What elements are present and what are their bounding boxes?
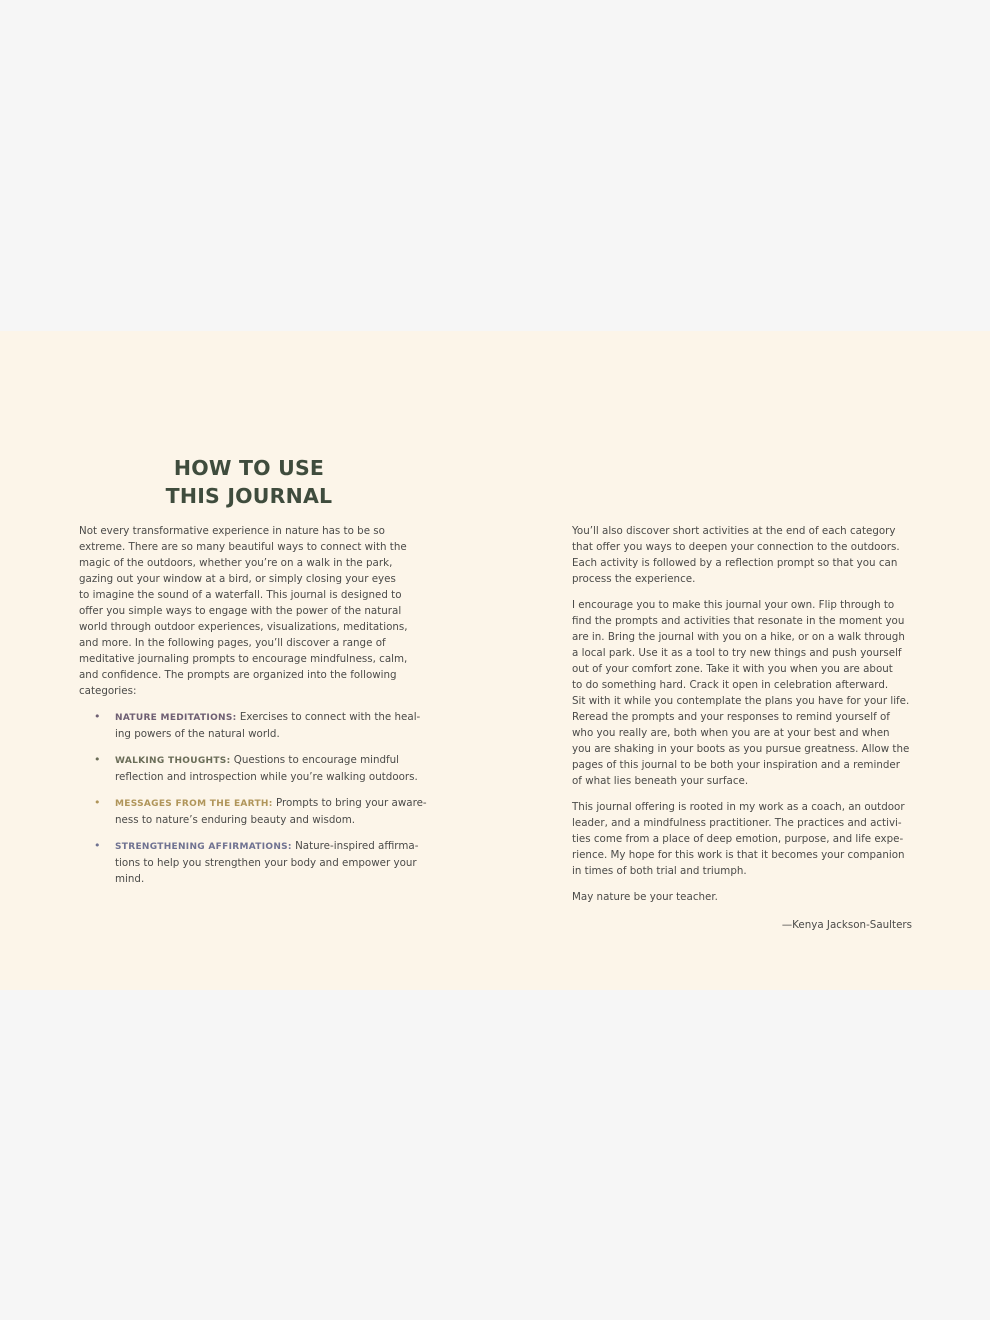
text-line: This journal offering is rooted in my work as a coach, an outdoor xyxy=(572,801,905,813)
list-item-line: tions to help you strengthen your body and empower your xyxy=(115,857,417,869)
text-line: rience. My hope for this work is that it becomes your companion xyxy=(572,849,905,861)
list-item-line: reflection and introspection while you’re walking outdoors. xyxy=(115,771,418,783)
category-text: Exercises to connect with the heal- xyxy=(236,711,421,723)
text-line: Reread the prompts and your responses to remind yourself of xyxy=(572,711,890,723)
text-line: world through outdoor experiences, visualizations, meditations, xyxy=(79,621,408,633)
list-item-strengthening-affirmations xyxy=(79,838,424,887)
text-line: May nature be your teacher. xyxy=(572,891,718,903)
right-column xyxy=(572,523,912,933)
list-item-line: ing powers of the natural world. xyxy=(115,728,280,740)
text-line: categories: xyxy=(79,685,137,697)
bullet-icon: • xyxy=(94,710,101,723)
paragraph-activities xyxy=(572,523,912,587)
text-line: you are shaking in your boots as you pursue greatness. Allow the xyxy=(572,743,910,755)
bullet-icon: • xyxy=(94,753,101,766)
text-line: a local park. Use it as a tool to try new things and push yourself xyxy=(572,647,902,659)
category-text: Nature-inspired affirma- xyxy=(291,840,419,852)
text-line: You’ll also discover short activities at the end of each category xyxy=(572,525,896,537)
category-text: Questions to encourage mindful xyxy=(230,754,400,766)
list-item-line: mind. xyxy=(115,873,145,885)
page-title xyxy=(140,454,358,510)
list-item-walking-thoughts xyxy=(79,752,424,785)
list-item-line xyxy=(115,795,427,812)
text-line: to do something hard. Crack it open in celebration afterward. xyxy=(572,679,889,691)
journal-spread xyxy=(0,331,990,990)
text-line: offer you simple ways to engage with the power of the natural xyxy=(79,605,402,617)
category-list xyxy=(79,709,427,887)
category-term: NATURE MEDITATIONS: xyxy=(115,713,237,723)
text-line: Each activity is followed by a reflection prompt so that you can xyxy=(572,557,898,569)
bullet-icon: • xyxy=(94,796,101,809)
bullet-icon: • xyxy=(94,839,101,852)
paragraph-offering xyxy=(572,799,912,879)
text-line: who you really are, both when you are at your best and when xyxy=(572,727,890,739)
list-item-line xyxy=(115,838,424,855)
text-line: to imagine the sound of a waterfall. This journal is designed to xyxy=(79,589,402,601)
list-item-nature-meditations xyxy=(79,709,424,742)
title-line-1: HOW TO USE xyxy=(173,455,325,480)
intro-paragraph xyxy=(79,523,424,699)
text-line: Not every transformative experience in nature has to be so xyxy=(79,525,385,537)
list-item-line: ness to nature’s enduring beauty and wisdom. xyxy=(115,814,356,826)
text-line: process the experience. xyxy=(572,573,696,585)
category-term: MESSAGES FROM THE EARTH: xyxy=(115,799,273,809)
category-term: WALKING THOUGHTS: xyxy=(115,756,231,766)
text-line: pages of this journal to be both your inspiration and a reminder xyxy=(572,759,900,771)
text-line: and confidence. The prompts are organized into the following xyxy=(79,669,397,681)
text-line: find the prompts and activities that resonate in the moment you xyxy=(572,615,905,627)
text-line: gazing out your window at a bird, or simply closing your eyes xyxy=(79,573,396,585)
paragraph-closing xyxy=(572,889,912,905)
list-item-messages-from-the-earth xyxy=(79,795,427,828)
text-line: meditative journaling prompts to encourage mindfulness, calm, xyxy=(79,653,408,665)
text-line: I encourage you to make this journal your own. Flip through to xyxy=(572,599,895,611)
text-line: of what lies beneath your surface. xyxy=(572,775,749,787)
text-line: magic of the outdoors, whether you’re on a walk in the park, xyxy=(79,557,393,569)
left-column xyxy=(79,523,427,897)
category-term: STRENGTHENING AFFIRMATIONS: xyxy=(115,842,292,852)
text-line: are in. Bring the journal with you on a hike, or on a walk through xyxy=(572,631,905,643)
paragraph-make-it-your-own xyxy=(572,597,912,789)
text-line: and more. In the following pages, you’ll discover a range of xyxy=(79,637,386,649)
author-signature: —Kenya Jackson-Saulters xyxy=(781,919,912,931)
text-line: that offer you ways to deepen your connection to the outdoors. xyxy=(572,541,900,553)
text-line: leader, and a mindfulness practitioner. The practices and activi- xyxy=(572,817,902,829)
list-item-line xyxy=(115,709,424,726)
text-line: out of your comfort zone. Take it with you when you are about xyxy=(572,663,893,675)
category-text: Prompts to bring your aware- xyxy=(272,797,427,809)
list-item-line xyxy=(115,752,424,769)
text-line: in times of both trial and triumph. xyxy=(572,865,747,877)
text-line: ties come from a place of deep emotion, purpose, and life expe- xyxy=(572,833,904,845)
title-line-2: THIS JOURNAL xyxy=(165,483,333,508)
text-line: Sit with it while you contemplate the plans you have for your life. xyxy=(572,695,910,707)
text-line: extreme. There are so many beautiful ways to connect with the xyxy=(79,541,407,553)
